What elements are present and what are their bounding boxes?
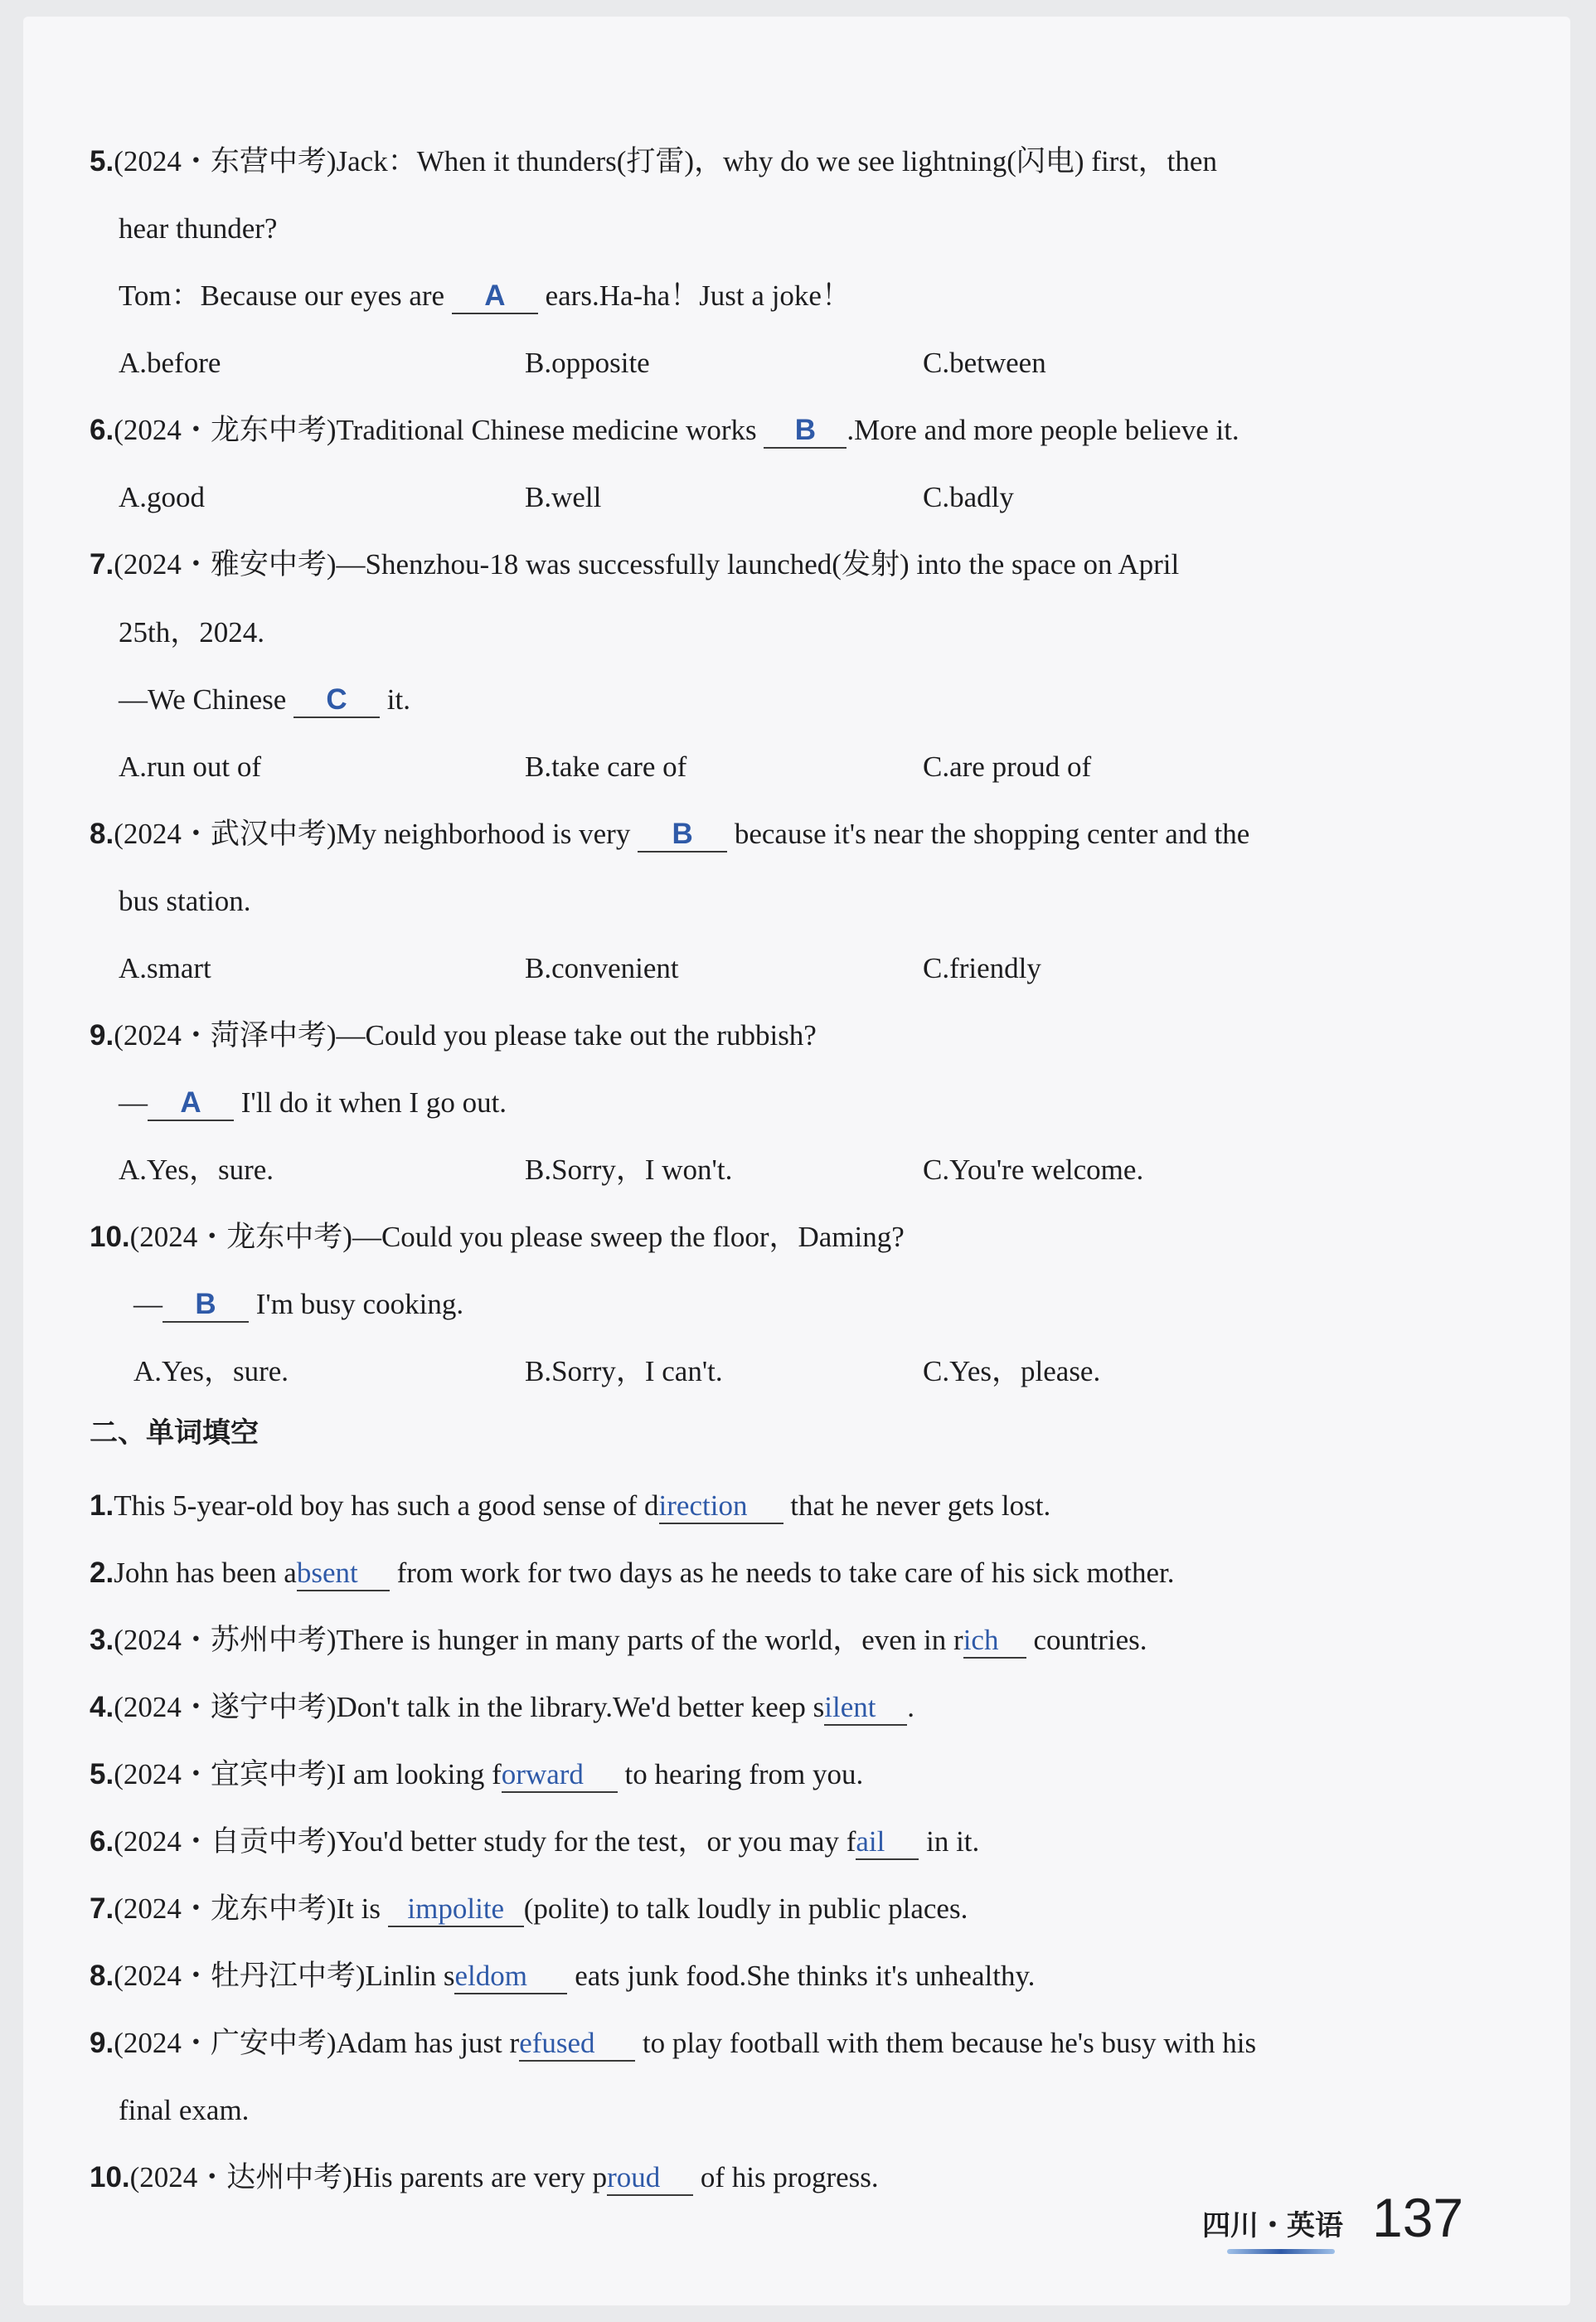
question-text: . [907, 1691, 914, 1723]
question-text: —We Chinese [119, 683, 294, 716]
fill-question-1 [90, 1488, 1050, 1524]
answer-letter: B [672, 818, 693, 850]
question-text: (2024・东营中考)Jack：When it thunders(打雷)，why do we see lightning(闪电) first，then [114, 145, 1217, 177]
question-7-line-2: 25th，2024. [119, 616, 264, 649]
option-c: C.are proud of [923, 751, 1092, 783]
question-text: (2024・龙东中考)—Could you please sweep the floor，Daming? [129, 1221, 905, 1253]
question-number: 9. [90, 1019, 114, 1052]
question-number: 10. [90, 2161, 130, 2193]
answer-letter: C [326, 683, 347, 716]
question-6-line-1 [90, 412, 1239, 449]
fill-question-7 [90, 1891, 968, 1927]
footer-decoration [1227, 2249, 1335, 2254]
answer-blank [824, 1691, 907, 1726]
fill-question-4 [90, 1689, 914, 1726]
answer-letter: A [180, 1086, 201, 1119]
answer-blank [388, 1892, 524, 1927]
question-text: — [119, 1086, 148, 1119]
answer-blank [502, 1758, 618, 1793]
answer-blank [297, 1557, 390, 1591]
answer-word: ail [856, 1825, 885, 1858]
answer-letter: B [195, 1288, 216, 1320]
question-7-line-3 [119, 682, 410, 718]
question-text: eats junk food.She thinks it's unhealthy. [567, 1960, 1036, 1992]
fill-question-9-line-2: final exam. [119, 2094, 250, 2126]
answer-blank [148, 1086, 234, 1121]
option-a: A.good [119, 481, 206, 513]
option-c: C.friendly [923, 952, 1041, 984]
question-number: 5. [90, 1758, 114, 1790]
question-text: (2024・武汉中考)My neighborhood is very [114, 818, 638, 850]
fill-question-6 [90, 1824, 979, 1860]
answer-word: bsent [296, 1557, 358, 1589]
question-7-line-1 [90, 546, 1179, 583]
answer-word: orward [501, 1758, 584, 1790]
fill-question-9-line-1 [90, 2025, 1256, 2062]
answer-blank [519, 2027, 635, 2062]
fill-question-5 [90, 1756, 863, 1793]
question-text: (2024・遂宁中考)Don't talk in the library.We'd better keep s [114, 1691, 825, 1723]
question-text: — [133, 1288, 163, 1320]
option-c: C.Yes，please. [923, 1355, 1101, 1387]
answer-word: ich [963, 1624, 999, 1656]
question-number: 7. [90, 1892, 114, 1925]
answer-blank [293, 683, 380, 718]
option-c: C.badly [923, 481, 1014, 513]
question-number: 2. [90, 1557, 114, 1589]
question-5-line-1 [90, 143, 1217, 180]
question-text: ears.Ha-ha！Just a joke！ [537, 279, 851, 312]
option-b: B.take care of [525, 751, 687, 783]
fill-question-2 [90, 1555, 1175, 1591]
question-number: 7. [90, 548, 114, 580]
fill-question-3 [90, 1622, 1147, 1659]
answer-letter: A [484, 279, 506, 312]
question-8-line-2: bus station. [119, 885, 251, 917]
question-text: (2024・苏州中考)There is hunger in many parts of the world，even in r [114, 1624, 963, 1656]
answer-blank [163, 1288, 249, 1323]
question-text: (2024・牡丹江中考)Linlin s [114, 1960, 455, 1992]
question-text: This 5-year-old boy has such a good sense of d [114, 1489, 659, 1522]
question-number: 5. [90, 145, 114, 177]
question-text: (polite) to talk loudly in public places. [523, 1892, 968, 1925]
question-text: I'm busy cooking. [249, 1288, 464, 1320]
answer-blank [452, 279, 538, 314]
option-a: A.Yes，sure. [133, 1355, 289, 1387]
question-5-line-2: hear thunder? [119, 212, 278, 245]
question-text: .More and more people believe it. [847, 414, 1239, 446]
option-b: B.opposite [525, 347, 650, 379]
answer-word: roud [607, 2161, 661, 2193]
option-c: C.between [923, 347, 1046, 379]
question-5-line-3 [119, 278, 851, 314]
question-text: (2024・达州中考)His parents are very p [129, 2161, 608, 2193]
question-number: 6. [90, 1825, 114, 1858]
answer-word: efused [519, 2027, 595, 2059]
question-text: it. [380, 683, 410, 716]
answer-blank [856, 1825, 919, 1860]
question-number: 6. [90, 414, 114, 446]
option-c: C.You're welcome. [923, 1154, 1144, 1186]
question-text: of his progress. [693, 2161, 879, 2193]
question-number: 1. [90, 1489, 114, 1522]
question-text: that he never gets lost. [783, 1489, 1051, 1522]
question-text: (2024・自贡中考)You'd better study for the test，or you may f [114, 1825, 856, 1858]
option-a: A.before [119, 347, 221, 379]
question-number: 3. [90, 1624, 114, 1656]
question-9-line-2 [119, 1085, 507, 1121]
option-a: A.run out of [119, 751, 262, 783]
answer-word: eldom [454, 1960, 527, 1992]
question-text: (2024・宜宾中考)I am looking f [114, 1758, 502, 1790]
option-b: B.Sorry，I won't. [525, 1154, 733, 1186]
question-number: 8. [90, 1960, 114, 1992]
page-number: 137 [1372, 2187, 1464, 2248]
question-10-line-1 [90, 1219, 905, 1256]
answer-blank [454, 1960, 567, 1994]
question-number: 4. [90, 1691, 114, 1723]
question-text: (2024・雅安中考)—Shenzhou-18 was successfully launched(发射) into the space on April [114, 548, 1180, 580]
option-b: B.well [525, 481, 602, 513]
option-a: A.Yes，sure. [119, 1154, 274, 1186]
question-text: Tom：Because our eyes are [119, 279, 452, 312]
question-number: 10. [90, 1221, 130, 1253]
answer-blank [963, 1624, 1026, 1659]
answer-blank [607, 2161, 693, 2196]
question-text: countries. [1026, 1624, 1147, 1656]
option-b: B.convenient [525, 952, 679, 984]
question-text: from work for two days as he needs to take care of his sick mother. [389, 1557, 1175, 1589]
question-number: 8. [90, 818, 114, 850]
question-text: to play football with them because he's busy with his [635, 2027, 1257, 2059]
answer-letter: B [794, 414, 817, 446]
question-text: to hearing from you. [617, 1758, 864, 1790]
question-text: I'll do it when I go out. [234, 1086, 507, 1119]
option-b: B.Sorry，I can't. [525, 1355, 723, 1387]
question-text: John has been a [114, 1557, 297, 1589]
question-text: (2024・菏泽中考)—Could you please take out the rubbish? [114, 1019, 817, 1052]
question-text: because it's near the shopping center and the [727, 818, 1250, 850]
answer-blank [638, 818, 727, 853]
fill-question-8 [90, 1958, 1035, 1994]
question-text: (2024・龙东中考)Traditional Chinese medicine works [114, 414, 764, 446]
answer-word: ilent [824, 1691, 876, 1723]
question-number: 9. [90, 2027, 114, 2059]
section-title: 二、单词填空 [90, 1416, 259, 1450]
answer-blank [764, 414, 847, 449]
question-10-line-2 [133, 1286, 463, 1323]
footer-label: 四川・英语 [1202, 2209, 1343, 2242]
question-text: (2024・龙东中考)It is [114, 1892, 388, 1925]
option-a: A.smart [119, 952, 211, 984]
fill-question-10 [90, 2159, 879, 2196]
answer-word: irection [658, 1489, 748, 1522]
question-9-line-1 [90, 1018, 817, 1054]
question-text: (2024・广安中考)Adam has just r [114, 2027, 520, 2059]
question-text: in it. [919, 1825, 980, 1858]
question-8-line-1 [90, 816, 1249, 853]
answer-blank [659, 1489, 783, 1524]
answer-word: impolite [407, 1892, 505, 1925]
